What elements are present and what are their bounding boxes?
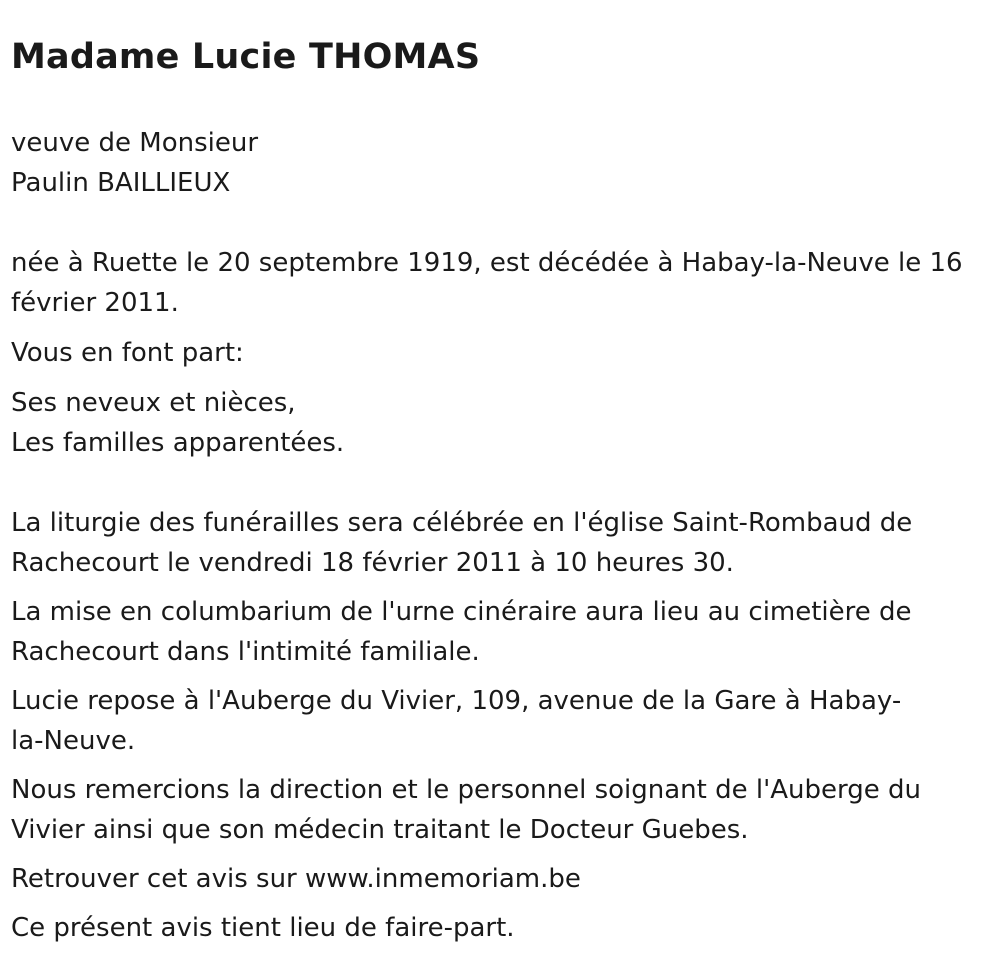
liturgy-paragraph bbox=[11, 503, 986, 583]
columbarium-line-1: La mise en columbarium de l'urne cinéraire aura lieu au cimetière de bbox=[11, 597, 912, 627]
rest-line-2: la-Neuve. bbox=[11, 726, 136, 756]
liturgy-line-1: La liturgie des funérailles sera célébrée en l'église Saint-Rombaud de bbox=[11, 508, 913, 538]
family-line-2: Les familles apparentées. bbox=[11, 428, 345, 458]
thanks-line-2: Vivier ainsi que son médecin traitant le Docteur Guebes. bbox=[11, 815, 749, 845]
closing-line: Ce présent avis tient lieu de faire-part. bbox=[11, 913, 515, 943]
announce-paragraph bbox=[11, 333, 986, 373]
family-paragraph bbox=[11, 383, 986, 463]
widow-line-1: veuve de Monsieur bbox=[11, 128, 259, 158]
birth-death-line-2: février 2011. bbox=[11, 288, 179, 318]
birth-death-line-1: née à Ruette le 20 septembre 1919, est décédée à Habay-la-Neuve le 16 bbox=[11, 248, 963, 278]
thanks-paragraph bbox=[11, 770, 986, 850]
website-line: Retrouver cet avis sur www.inmemoriam.be bbox=[11, 864, 581, 894]
columbarium-line-2: Rachecourt dans l'intimité familiale. bbox=[11, 637, 480, 667]
columbarium-paragraph bbox=[11, 592, 986, 672]
widow-line-2: Paulin BAILLIEUX bbox=[11, 168, 231, 198]
family-line-1: Ses neveux et nièces, bbox=[11, 388, 296, 418]
birth-death-paragraph bbox=[11, 243, 986, 323]
announce-line: Vous en font part: bbox=[11, 338, 244, 368]
website-paragraph bbox=[11, 859, 986, 899]
liturgy-line-2: Rachecourt le vendredi 18 février 2011 à 10 heures 30. bbox=[11, 548, 734, 578]
obituary-notice bbox=[11, 0, 986, 948]
notice-title: Madame Lucie THOMAS bbox=[11, 37, 481, 77]
rest-paragraph bbox=[11, 681, 986, 761]
thanks-line-1: Nous remercions la direction et le personnel soignant de l'Auberge du bbox=[11, 775, 921, 805]
rest-line-1: Lucie repose à l'Auberge du Vivier, 109, avenue de la Gare à Habay- bbox=[11, 686, 902, 716]
widow-paragraph bbox=[11, 123, 986, 203]
closing-paragraph bbox=[11, 908, 986, 948]
